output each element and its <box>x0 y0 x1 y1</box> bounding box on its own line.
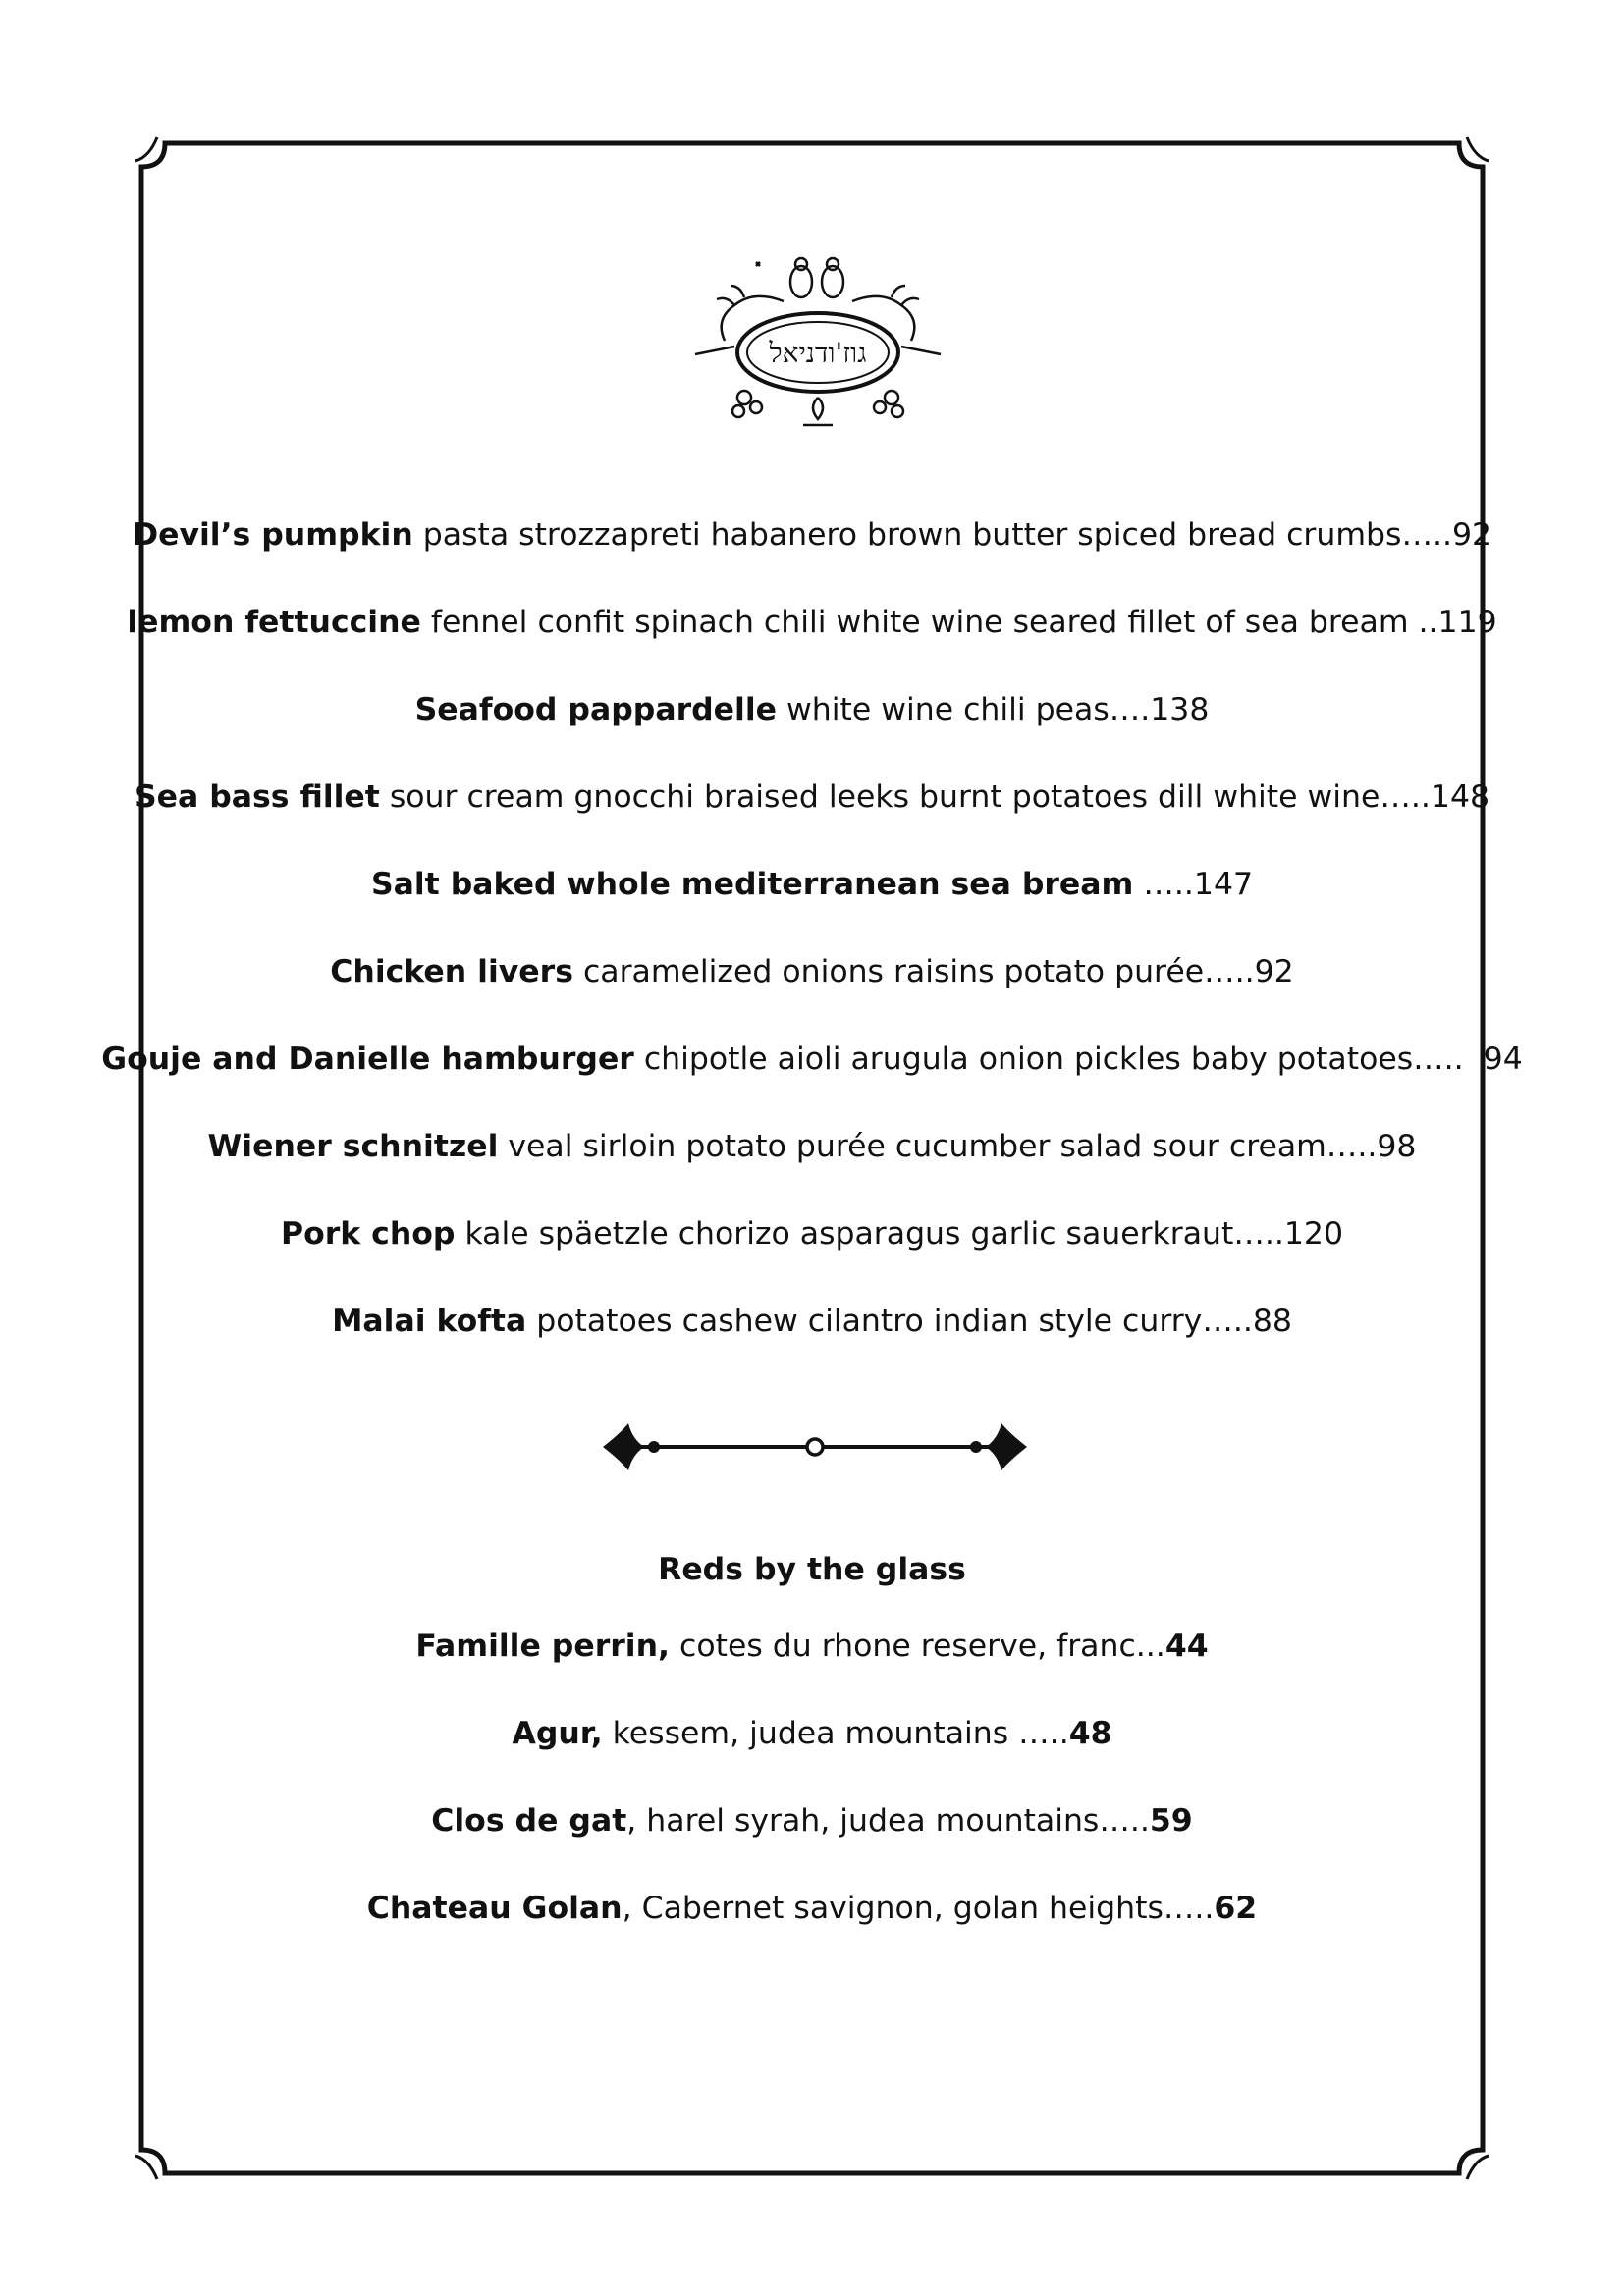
dish-name: Sea bass fillet <box>134 779 380 815</box>
dish-name: Wiener schnitzel <box>207 1129 499 1164</box>
dish-name: Devil’s pumpkin <box>132 517 413 553</box>
wine-name: Agur, <box>512 1716 603 1751</box>
dish-description: sour cream gnocchi braised leeks burnt potatoes dill white wine…..148 <box>379 779 1490 815</box>
dish-description: veal sirloin potato purée cucumber salad sour cream…..98 <box>498 1129 1417 1164</box>
logo-text: גוז'ודניאל <box>769 337 867 369</box>
dish-description: kale späetzle chorizo asparagus garlic sauerkraut…..120 <box>455 1216 1344 1252</box>
restaurant-logo <box>676 250 960 437</box>
wine-price: 59 <box>1149 1803 1193 1839</box>
dish-description: potatoes cashew cilantro indian style curry…..88 <box>526 1304 1292 1339</box>
dish-description: caramelized onions raisins potato purée…..92 <box>572 954 1294 989</box>
dish-name: Malai kofta <box>332 1304 527 1339</box>
wine-name: Chateau Golan <box>366 1891 623 1926</box>
wine-item <box>0 1625 1624 1668</box>
menu-item <box>0 1038 1624 1081</box>
menu-item <box>0 1212 1624 1255</box>
wine-price: 48 <box>1068 1716 1112 1751</box>
dish-description: white wine chili peas….138 <box>776 692 1210 727</box>
dish-name: Salt baked whole mediterranean sea bream <box>370 867 1134 902</box>
wine-price: 62 <box>1214 1891 1258 1926</box>
wine-description: cotes du rhone reserve, franc... <box>669 1629 1165 1664</box>
menu-item <box>0 513 1624 557</box>
ornamental-divider-icon <box>599 1419 1031 1474</box>
wine-item <box>0 1887 1624 1930</box>
wine-name: Famille perrin, <box>415 1629 670 1664</box>
dish-name: lemon fettuccine <box>127 605 421 640</box>
menu-item <box>0 1125 1624 1168</box>
dish-name: Chicken livers <box>330 954 573 989</box>
menu-item <box>0 601 1624 644</box>
dish-description: …..147 <box>1133 867 1254 902</box>
wine-description: kessem, judea mountains ….. <box>602 1716 1069 1751</box>
dish-name: Pork chop <box>280 1216 456 1252</box>
menu-item <box>0 1300 1624 1343</box>
wine-item <box>0 1712 1624 1755</box>
menu-item <box>0 863 1624 906</box>
birds-icon <box>756 258 843 297</box>
dish-name: Seafood pappardelle <box>414 692 777 727</box>
menu-item <box>0 775 1624 819</box>
dish-description: chipotle aioli arugula onion pickles baby potatoes….. 94 <box>633 1041 1523 1077</box>
wine-description: , Cabernet savignon, golan heights….. <box>622 1891 1215 1926</box>
dish-description: fennel confit spinach chili white wine seared fillet of sea bream ..119 <box>420 605 1497 640</box>
wine-item <box>0 1799 1624 1842</box>
dish-name: Gouje and Danielle hamburger <box>101 1041 634 1077</box>
menu-item <box>0 950 1624 993</box>
dish-description: pasta strozzapreti habanero brown butter spiced bread crumbs…..92 <box>412 517 1492 553</box>
menu-item <box>0 688 1624 731</box>
wine-price: 44 <box>1164 1629 1209 1664</box>
section-title: Reds by the glass <box>658 1552 966 1587</box>
wine-description: , harel syrah, judea mountains….. <box>626 1803 1150 1839</box>
wine-name: Clos de gat <box>431 1803 627 1839</box>
